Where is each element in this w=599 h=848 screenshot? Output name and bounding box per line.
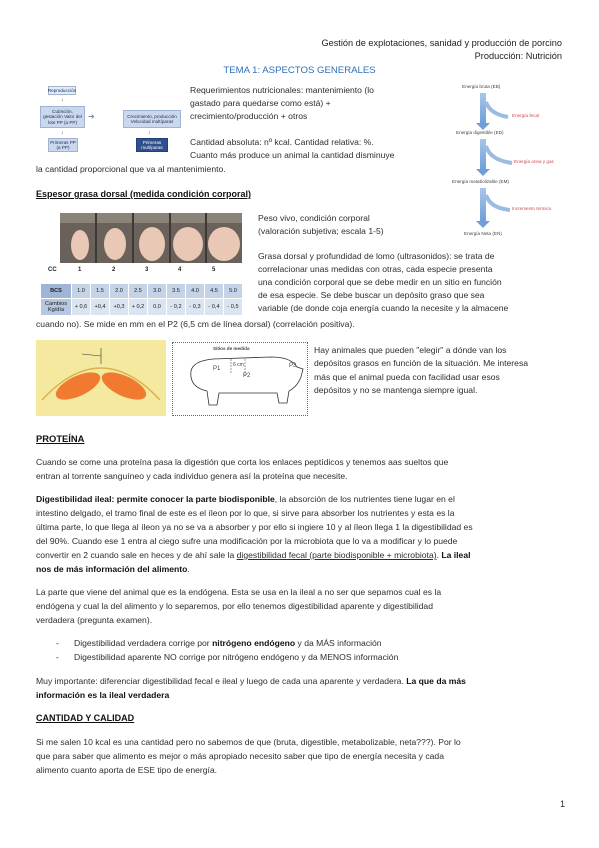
espesor-line: cuando no). Se mide en mm en el P2 (6,5 cm de línea dorsal) (correlación positiva).	[36, 319, 355, 329]
proteina-line: Cuando se come una proteína pasa la digestión que corta los enlaces peptídicos y tenemos aas sueltos que	[36, 457, 449, 467]
page-number: 1	[559, 799, 565, 809]
bcs-cell: - 0,5	[224, 299, 243, 316]
header-subject: Producción: Nutrición	[474, 51, 562, 61]
endogenous-nitrogen-bold: nitrógeno endógeno	[212, 638, 296, 648]
cantidad-line: que para saber que alimento es mejor o más apropiado necesito saber que tipo de energía necesita y cada	[36, 751, 444, 761]
flow-box-gestation: Cubrición, gestación Valor del lote PP (a PP)	[40, 106, 85, 128]
text-span: .	[187, 564, 190, 574]
flow-box-growth: Crecimiento, producción Velocidad multíparas	[123, 110, 181, 128]
bcs-cell: 3.0	[148, 284, 167, 299]
bcs-row-head: BCS	[41, 284, 72, 299]
fecal-digestibility-underlined: digestibilidad fecal (parte biodisponible + microbiota)	[236, 550, 437, 560]
espesor-line: correlacionar unas medidas con otras, cada especie presenta	[258, 264, 493, 274]
espesor-line: de esa especie. Se debe buscar un depósito graso que sea	[258, 290, 485, 300]
flow-arrow-icon: ↓	[61, 130, 64, 136]
bcs-cell: 0,0	[148, 299, 167, 316]
bcs-cell: 2.0	[110, 284, 129, 299]
cc-value: 2	[112, 267, 116, 273]
bcs-row	[41, 284, 243, 299]
intro-line: Requerimientos nutricionales: mantenimiento (lo	[190, 85, 374, 95]
depositos-line: Hay animales que pueden "elegir" a dónde van los	[314, 345, 507, 355]
text-span: Digestibilidad verdadera corrige por	[74, 638, 213, 648]
pig-measurement-sites-diagram	[172, 342, 308, 416]
backfat-illustration	[36, 340, 166, 416]
site-p2: P2	[243, 373, 251, 379]
cc-value: 3	[145, 267, 149, 273]
energy-label-digestible: Energía digestible (ED)	[456, 130, 504, 135]
bullet-dash: -	[56, 652, 59, 662]
text-span: Muy importante: diferenciar digestibilidad fecal e ileal y luego de cada una aparente y verdadera.	[36, 676, 407, 686]
site-distance: 6 cm	[233, 362, 244, 368]
bcs-cell: 1.0	[72, 284, 91, 299]
flow-arrow-icon: ➜	[88, 112, 95, 121]
espesor-line: variable (de donde coja energía cuando la necesite y la almacene	[258, 303, 509, 313]
ileal-definition-bold: Digestibilidad ileal: permite conocer la parte biodisponible	[36, 494, 275, 504]
proteina-line: del 90%. Cuando ese 1 entra al ciego sufre una modificación por la microbiota que lo va a modificar y lo puede	[36, 536, 458, 546]
bcs-cell: 2.5	[129, 284, 148, 299]
bcs-cell: + 0,2	[129, 299, 148, 316]
intro-line: gastado para quedarse como está) +	[190, 98, 331, 108]
energy-loss-heat: Incremento térmico	[512, 206, 552, 211]
flow-box-primeras: Primeras PP (a PP)	[48, 138, 78, 152]
cantidad-heading: CANTIDAD Y CALIDAD	[36, 713, 135, 723]
espesor-line: una condición corporal que se debe medir en un sitio en función	[258, 277, 502, 287]
page-title: TEMA 1: ASPECTOS GENERALES	[223, 65, 376, 76]
requirements-flowchart	[36, 86, 184, 164]
cc-value: 4	[178, 267, 182, 273]
proteina-line	[36, 675, 466, 688]
intro-line: la cantidad proporcional que va al mantenimiento.	[36, 164, 226, 174]
energy-loss-fecal: Energía fecal	[512, 113, 540, 118]
bcs-row	[41, 299, 243, 316]
site-p1: P1	[213, 366, 221, 372]
cc-value: 1	[78, 267, 82, 273]
ileal-bold: La ileal	[441, 550, 471, 560]
cantidad-line: alimento cuanto aporta de ESE tipo de energía.	[36, 765, 218, 775]
bullet-item	[74, 637, 382, 650]
espesor-heading: Espesor grasa dorsal (medida condición corporal)	[36, 189, 252, 199]
flow-arrow-icon: ↓	[148, 130, 151, 136]
energy-label-net: Energía Neta (EN)	[464, 231, 502, 236]
intro-line: Cuanto más produce un animal la cantidad disminuye	[190, 150, 395, 160]
bcs-cell: - 0,2	[167, 299, 186, 316]
espesor-line: Grasa dorsal y profundidad de lomo (ultrasonidos): se trata de	[258, 251, 495, 261]
intro-line: Cantidad absoluta: nº kcal. Cantidad relativa: %.	[190, 137, 374, 147]
diagram-title: Sitios de medida	[213, 346, 250, 351]
text-span: y da MÁS información	[295, 638, 382, 648]
important-bold: La que da más	[406, 676, 466, 686]
proteina-line: endógena y cual la del alimento y lo separemos, por ello tenemos digestibilidad aparente y digestibilidad	[36, 601, 433, 611]
cantidad-line: Si me salen 10 kcal es una cantidad pero no sabemos de que (bruta, digestible, metabolizable, neta???). Por lo	[36, 737, 461, 747]
energy-label-gross: Energía bruta (EB)	[462, 84, 501, 89]
bcs-cell: 1.5	[91, 284, 110, 299]
depositos-line: más que el animal pueda con facilidad usar esos	[314, 372, 500, 382]
proteina-line: La parte que viene del animal que es la endógena. Esta se usa en la ileal a no ser que sepamos cual es la	[36, 587, 442, 597]
proteina-line: entran al torrente sanguíneo y cada individuo genera así la proteína que necesite.	[36, 471, 348, 481]
depositos-line: depósitos y no se mantenga siempre igual.	[314, 385, 478, 395]
cc-value: 5	[212, 267, 216, 273]
espesor-side-line: (valoración subjetiva; escala 1-5)	[258, 226, 384, 236]
bcs-row-head: Cambios Kg/día	[41, 299, 72, 316]
proteina-line: intestino delgado, el tramo final de este es el íleon por lo que, si sirve para absorber los nutrientes y esta es la	[36, 508, 455, 518]
bcs-cell: 5.0	[224, 284, 243, 299]
bcs-cell: +0,4	[91, 299, 110, 316]
bcs-cell: 4.5	[205, 284, 224, 299]
bcs-cell: 4.0	[186, 284, 205, 299]
pig-outline	[173, 343, 309, 417]
bcs-cell: +0,3	[110, 299, 129, 316]
backfat-cross-section-diagram	[36, 340, 166, 416]
flow-box-multiparas: Primeras multíparas	[136, 138, 168, 152]
bcs-cell: - 0,4	[205, 299, 224, 316]
espesor-side-line: Peso vivo, condición corporal	[258, 213, 370, 223]
energy-loss-urine-gas: Energía orina y gas	[514, 159, 554, 164]
text-span: .	[436, 550, 442, 560]
bcs-cell: 3.5	[167, 284, 186, 299]
bullet-item: Digestibilidad aparente NO corrige por nitrógeno endógeno y da MENOS información	[74, 652, 399, 662]
energy-label-metabolizable: Energía metabolizable (EM)	[452, 179, 509, 184]
pig-photo-illustration	[60, 213, 242, 263]
intro-line: crecimiento/producción + otros	[190, 111, 308, 121]
bcs-cell: + 0,6	[72, 299, 91, 316]
cc-label: CC	[48, 267, 57, 273]
flow-arrow-icon: ↓	[61, 97, 64, 103]
proteina-line	[36, 563, 190, 576]
ileal-info-bold: nos de más información del alimento	[36, 564, 188, 574]
important-bold-line: información es la ileal verdadera	[36, 690, 170, 700]
energy-partition-diagram	[452, 80, 567, 245]
proteina-line	[36, 493, 455, 506]
proteina-line: última parte, lo que llega al íleon ya no se va a absorber y por ello si ingiere 10 y al íleon llega 1 la digestibilidad es	[36, 522, 473, 532]
bcs-cell: - 0,3	[186, 299, 205, 316]
proteina-line: verdadera (pregunta examen).	[36, 615, 153, 625]
proteina-heading: PROTEÍNA	[36, 433, 85, 444]
pig-body-condition-photo	[60, 213, 242, 263]
depositos-line: depósitos grasos en función de la situación. Me interesa	[314, 358, 529, 368]
flow-box-reproduction: Reproducción	[48, 86, 76, 95]
text-span: convertir en 2 cuando sale en heces y de ahí sale la	[36, 550, 237, 560]
ileal-definition-rest: , la absorción de los nutrientes tiene lugar en el	[274, 494, 455, 504]
bcs-table	[40, 283, 243, 316]
site-p3: P3	[289, 363, 297, 369]
proteina-line	[36, 549, 471, 562]
bullet-dash: -	[56, 638, 59, 648]
header-course-title: Gestión de explotaciones, sanidad y producción de porcino	[321, 38, 562, 48]
